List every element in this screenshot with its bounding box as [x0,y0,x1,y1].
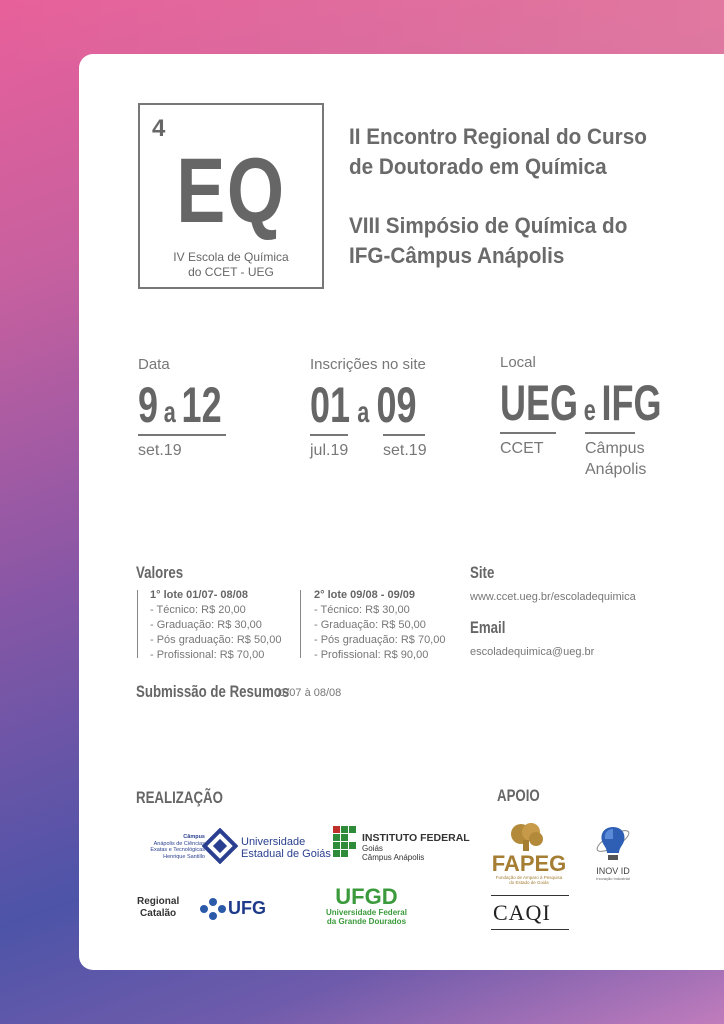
ufg-regional: Regional Catalão [137,896,180,919]
inscricoes-end-month: set.19 [383,442,427,459]
fapeg-brain-icon [509,822,545,852]
event-title-2: VIII Simpósio de Química do IFG-Câmpus Anápolis [349,213,628,268]
ufg-name: UFG [228,898,266,918]
capes-logo: CAQI [493,900,551,925]
ueg-campus-text: Câmpus Anápolis de Ciências Exatas e Tecnológicas Henrique Santillo [150,834,205,860]
local-place1-detail: CCET [500,440,544,457]
submissao-title: Submissão de Resumos [136,682,290,701]
capes-line-top [491,895,569,896]
inscricoes-label: Inscrições no site [310,356,426,373]
inscricoes-underline-1 [310,434,348,436]
fapeg-logo: FAPEG Fundação de Amparo à Pesquisa do Estado de Goiás [491,851,567,885]
valores-title: Valores [136,563,184,582]
local-place2-detail: Câmpus Anápolis [585,440,647,478]
event-title-1: II Encontro Regional do Curso de Doutorado em Química [349,124,647,179]
ifg-name: INSTITUTO FEDERAL Goiás Câmpus Anápolis [362,832,470,862]
local-label: Local [500,354,536,371]
inovid-logo: INOV ID Inovação Industrial [596,866,630,881]
email-link[interactable]: escoladequimica@ueg.br [470,646,595,658]
data-underline [138,434,226,436]
event-badge [138,103,324,289]
capes-line-bottom [491,929,569,930]
lote1: 1° lote 01/07- 08/08 - Técnico: R$ 20,00 - Graduação: R$ 30,00 - Pós graduação: R$ 50,00 - Profissional: R$ 70,00 [150,589,282,661]
ueg-diamond-icon [202,828,238,864]
inovid-bulb-icon [592,823,634,865]
lote1-divider [137,590,138,658]
lote2: 2° lote 09/08 - 09/09 - Técnico: R$ 30,00 - Graduação: R$ 50,00 - Pós graduação: R$ 70,00 - Profissional: R$ 90,00 [314,589,446,661]
realizacao-title: REALIZAÇÃO [136,788,223,807]
data-range: 9 a 12 [138,377,222,433]
local-places: UEG e IFG [500,375,662,431]
inscricoes-range: 01 a 09 [310,377,417,433]
badge-number: 4 [152,115,166,142]
badge-name: IV Escola de Química do CCET - UEG [173,250,289,279]
site-title: Site [470,563,495,582]
email-title: Email [470,618,506,637]
local-underline-2 [585,432,635,434]
ifg-grid-icon [333,826,357,862]
apoio-title: APOIO [497,786,540,805]
badge-symbol: EQ [176,140,286,242]
ufgd-logo: UFGD Universidade Federal da Grande Dourados [326,884,407,926]
local-underline-1 [500,432,556,434]
inscricoes-start-month: jul.19 [310,442,349,459]
inscricoes-underline-2 [383,434,425,436]
ufg-dots-icon [199,897,227,921]
data-month: set.19 [138,442,182,459]
header-gradient [0,0,724,60]
ueg-name: Universidade Estadual de Goiás [241,836,331,860]
data-label: Data [138,356,170,373]
lote2-divider [300,590,301,658]
submissao-dates: 01/07 à 08/08 [274,687,342,699]
site-link[interactable]: www.ccet.ueg.br/escoladequimica [470,591,636,603]
